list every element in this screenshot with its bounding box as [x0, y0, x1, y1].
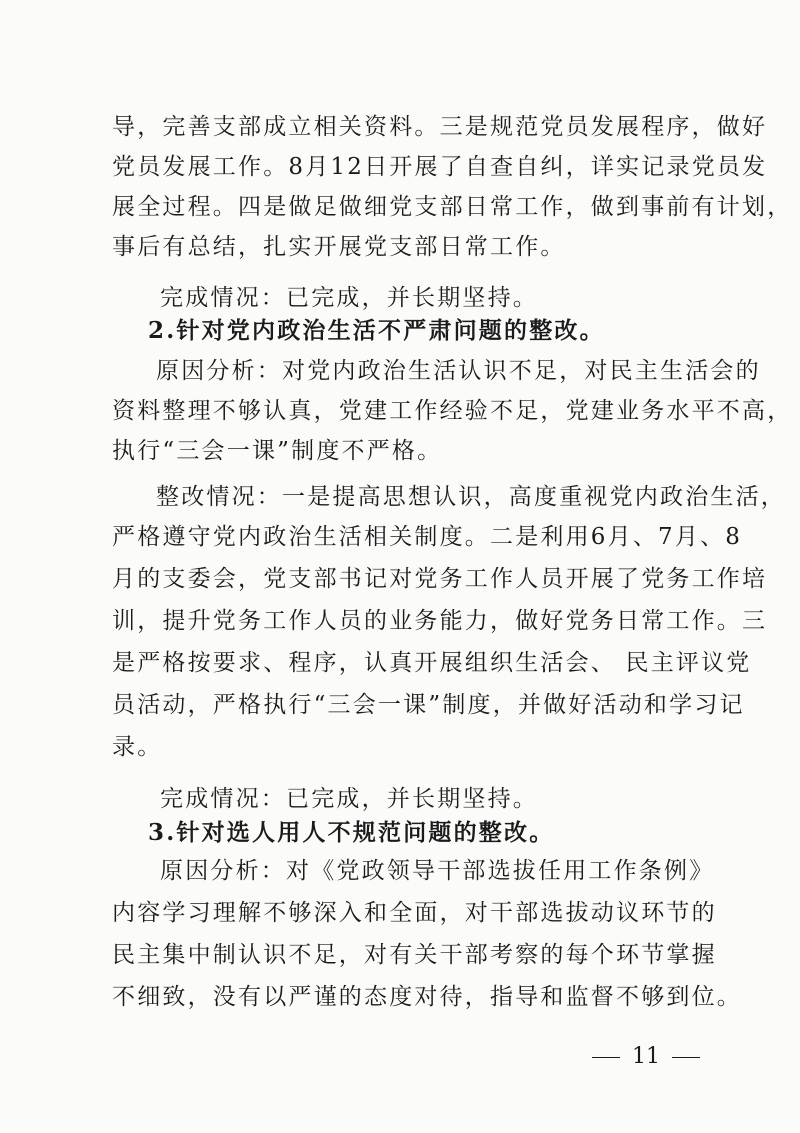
- text-line: 党员发展工作。8月12日开展了自查自纠，详实记录党员发: [112, 154, 768, 180]
- text-line: 导，完善支部成立相关资料。三是规范党员发展程序，做好: [112, 114, 768, 140]
- text-line: 月的支委会，党支部书记对党务工作人员开展了党务工作培: [112, 566, 768, 592]
- page-number: [580, 1042, 712, 1072]
- completion-status: 完成情况：已完成，并长期坚持。: [160, 786, 538, 812]
- text-line: 录。: [112, 734, 163, 760]
- text-line: 员活动，严格执行“三会一课”制度，并做好活动和学习记: [112, 692, 745, 718]
- text-line: 内容学习理解不够深入和全面，对干部选拔动议环节的: [112, 900, 717, 926]
- page-number-dash-left: [592, 1057, 620, 1058]
- text-line: 整改情况：一是提高思想认识，高度重视党内政治生活，: [156, 484, 786, 510]
- text-line: 原因分析：对《党政领导干部选拔任用工作条例》: [160, 858, 715, 884]
- text-line: 民主集中制认识不足，对有关干部考察的每个环节掌握: [112, 942, 717, 968]
- text-line: 是严格按要求、程序，认真开展组织生活会、 民主评议党: [112, 650, 752, 676]
- text-line: 展全过程。四是做足做细党支部日常工作，做到事前有计划，: [112, 194, 793, 220]
- text-line: 资料整理不够认真，党建工作经验不足，党建业务水平不高，: [112, 398, 793, 424]
- text-line: 不细致，没有以严谨的态度对待，指导和监督不够到位。: [112, 984, 742, 1010]
- section-heading: 3.针对选人用人不规范问题的整改。: [148, 819, 555, 846]
- section-heading: 2.针对党内政治生活不严肃问题的整改。: [148, 317, 605, 344]
- text-line: 执行“三会一课”制度不严格。: [112, 438, 443, 464]
- page-number-value: 11: [632, 1044, 660, 1069]
- page-number-dash-right: [672, 1057, 700, 1058]
- completion-status: 完成情况：已完成，并长期坚持。: [160, 285, 538, 311]
- text-line: 严格遵守党内政治生活相关制度。二是利用6月、7月、8: [112, 524, 743, 550]
- text-line: 原因分析：对党内政治生活认识不足，对民主生活会的: [156, 358, 761, 384]
- text-line: 事后有总结，扎实开展党支部日常工作。: [112, 234, 566, 260]
- text-line: 训，提升党务工作人员的业务能力，做好党务日常工作。三: [112, 608, 768, 634]
